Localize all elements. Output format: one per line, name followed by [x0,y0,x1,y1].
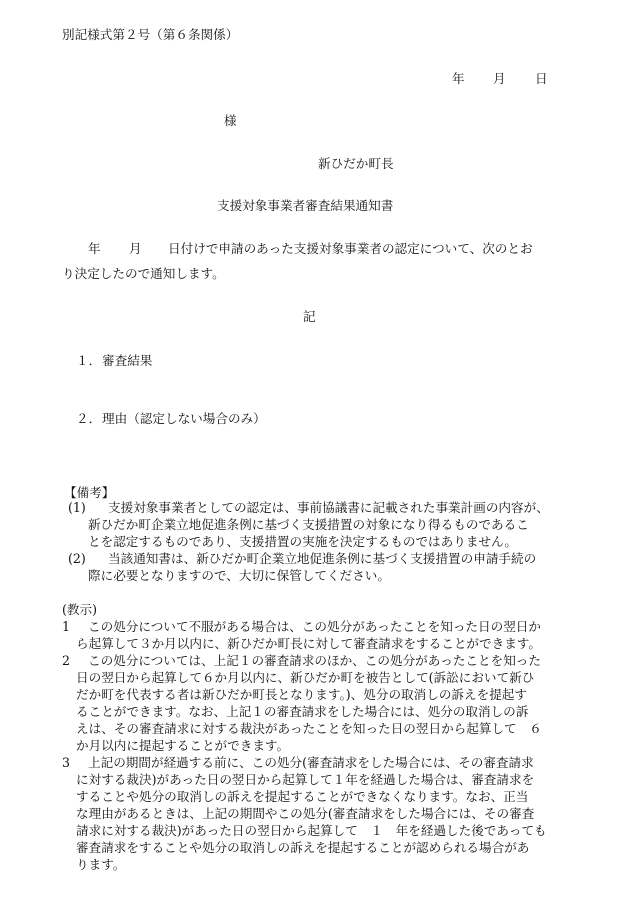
note-1-number: (1) [68,500,86,515]
instruction-2-line-2: 日の翌日から起算して６か月以内に、新ひだか町を被告として(訴訟において新ひ [76,670,535,685]
date-month-label: 月 [493,71,506,86]
item-2-label: 理由（認定しない場合のみ） [102,411,266,426]
instruction-2-line-3: だか町を代表する者は新ひだか町長となります。)、処分の取消しの訴えを提起す [76,687,527,702]
note-2-number: (2) [68,551,86,566]
instruction-3-line-1: 上記の期間が経過する前に、この処分(審査請求をした場合には、その審査請求 [88,755,534,770]
instruction-3-line-5: 請求に対する裁決)があった日の翌日から起算して １ 年を経過した後であっても [76,823,547,838]
note-2-line-1: 当該通知書は、新ひだか町企業立地促進条例に基づく支援措置の申請手続の [108,551,537,566]
instruction-2-line-1: この処分については、上記１の審査請求のほか、この処分があったことを知った [88,653,541,668]
sender-title: 新ひだか町長 [318,156,394,171]
instructions-heading: (教示) [62,602,98,617]
note-1-line-1: 支援対象事業者としての認定は、事前協議書に記載された事業計画の内容が、 [108,500,549,515]
item-2-number: ２． [76,411,102,426]
item-1-number: １． [76,353,102,368]
instruction-3-line-7: ります。 [76,857,126,872]
addressee-honorific: 様 [224,113,237,128]
instruction-1-line-1: この処分について不服がある場合は、この処分があったことを知った日の翌日か [88,619,541,634]
date-year-label: 年 [452,71,465,86]
instruction-2-line-6: か月以内に提起することができます。 [76,738,290,753]
instruction-3-line-3: することや処分の取消しの訴えを提起することができなくなります。なお、正当 [76,789,529,804]
instruction-1-number: 1 [62,619,71,634]
instruction-3-line-4: な理由があるときは、上記の期間やこの処分(審査請求をした場合には、その審査 [76,806,535,821]
instruction-1-line-2: ら起算して３か月以内に、新ひだか町長に対して審査請求をすることができます。 [76,636,541,651]
instruction-2-line-4: ることができます。なお、上記１の審査請求をした場合には、処分の取消しの訴 [76,704,529,719]
instruction-3-line-2: に対する裁決)があった日の翌日から起算して１年を経過した場合は、審査請求を [76,772,535,787]
body-line-1: 日付けで申請のあった支援対象事業者の認定について、次のとお [168,241,533,256]
instruction-2-line-5: えは、その審査請求に対する裁決があったことを知った日の翌日から起算して ６ [76,721,542,736]
notes-heading: 【備考】 [64,485,115,500]
ki-label: 記 [303,309,316,324]
date-day-label: 日 [535,71,548,86]
body-month-label: 月 [129,241,142,256]
instruction-2-number: 2 [62,653,71,668]
body-line-2: り決定したので通知します。 [62,266,225,281]
item-1-label: 審査結果 [102,353,153,368]
note-1-line-2: 新ひだか町企業立地促進条例に基づく支援措置の対象になり得るものであるこ [88,517,529,532]
note-1-line-3: とを認定するものであり、支援措置の実施を決定するものではありません。 [88,534,517,549]
note-2-line-2: 際に必要となりますので、大切に保管してください。 [88,568,390,583]
body-year-label: 年 [88,241,101,256]
form-number: 別記様式第２号（第６条関係） [62,27,239,42]
document-title: 支援対象事業者審査結果通知書 [217,198,394,213]
instruction-3-number: 3 [62,755,71,770]
instruction-3-line-6: 審査請求をすることや処分の取消しの訴えを提起することが認められる場合があ [76,840,530,855]
